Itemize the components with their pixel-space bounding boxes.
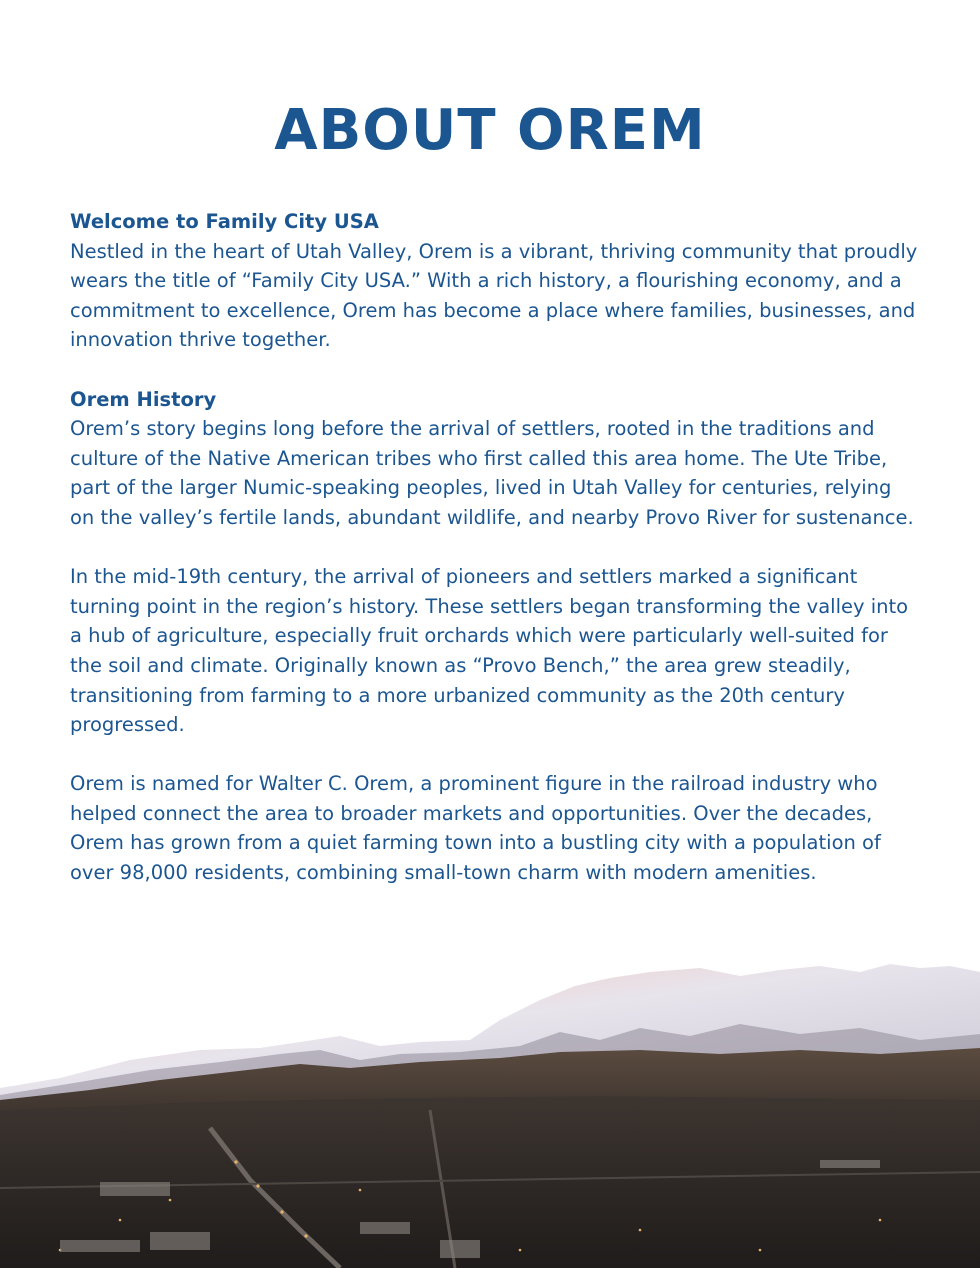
paragraph-history-3: Orem is named for Walter C. Orem, a prominent figure in the railroad industry who helped connect the area to broader markets and opportunities. Over the decades, Orem has grown from a quiet farming town into a bustling city with a population of over 98,000 residents, combining small-town charm with modern amenities. [70, 772, 881, 885]
section-heading-history: Orem History [70, 387, 217, 411]
paragraph-welcome: Nestled in the heart of Utah Valley, Orem is a vibrant, thriving community that proudly wears the title of “Family City USA.” With a rich history, a flourishing economy, and a commitment to excellence, Orem has become a place where families, businesses, and innovation thrive together. [70, 239, 918, 352]
section-heading-welcome: Welcome to Family City USA [70, 210, 379, 233]
paragraph-history-2: In the mid-19th century, the arrival of pioneers and settlers marked a significant turning point in the region’s history. These settlers began transforming the valley into a hub of agriculture, especially fruit orchards which were particularly well-suited for the soil and climate. Originally known as “Provo Bench,” the area grew steadily, transitioning from farming to a more urbanized community as the 20th century progressed. [70, 565, 909, 737]
mountain-city-photo [0, 950, 980, 1268]
page-title: ABOUT OREM [274, 98, 706, 163]
paragraph-history-1: Orem’s story begins long before the arrival of settlers, rooted in the traditions and culture of the Native American tribes who first called this area home. The Ute Tribe, part of the larger Numic-speaking peoples, lived in Utah Valley for centuries, relying on the valley’s fertile lands, abundant wildlife, and nearby Provo River for sustenance. [70, 417, 914, 529]
article-body [70, 207, 920, 917]
